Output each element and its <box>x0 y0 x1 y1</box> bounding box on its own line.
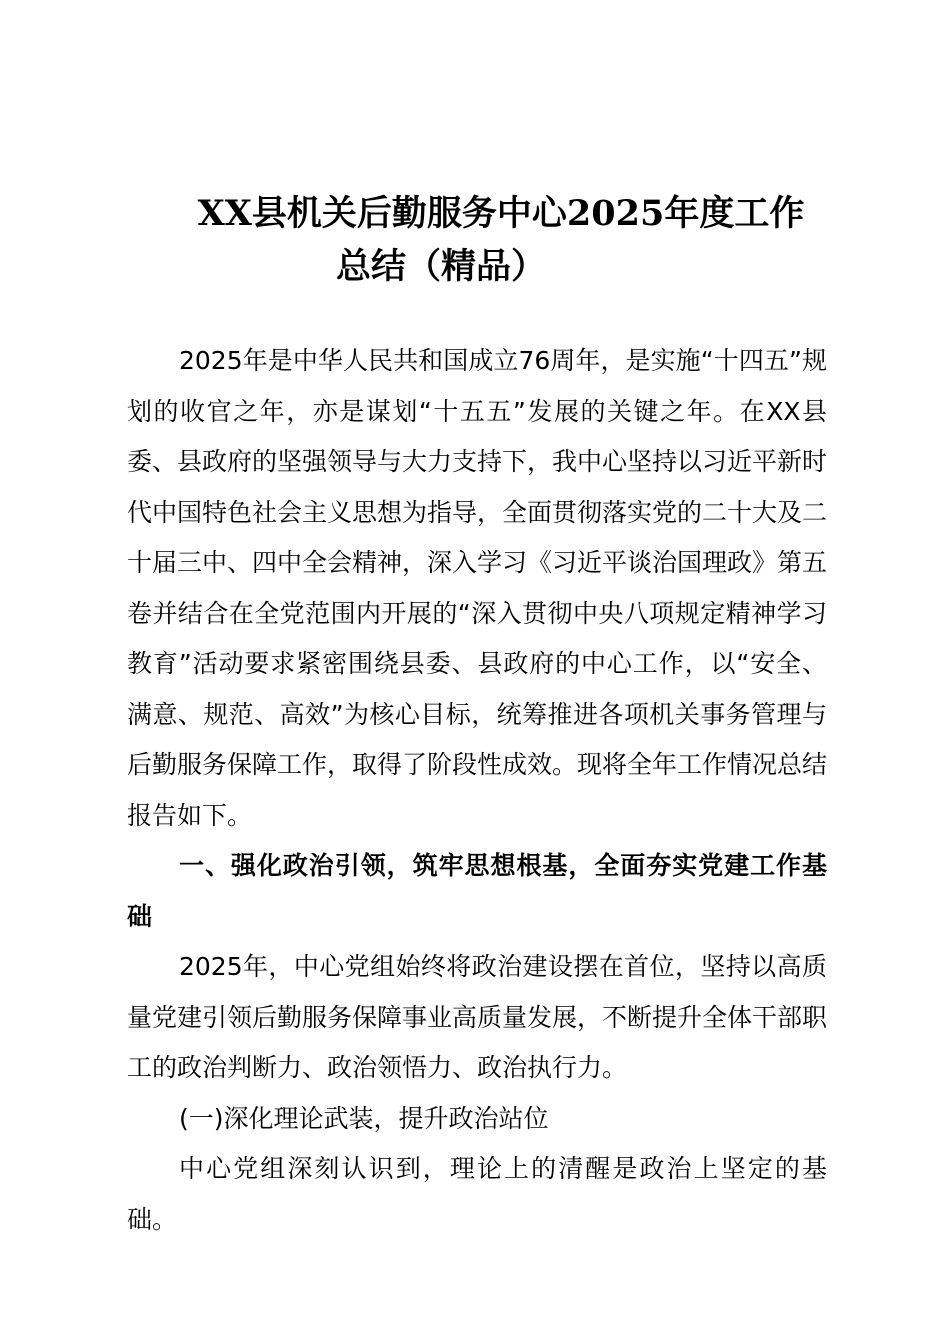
section-heading-1: 一、强化政治引领，筑牢思想根基，全面夯实党建工作基础 <box>127 851 827 931</box>
document-title <box>126 188 876 293</box>
title-line-1: XX县机关后勤服务中心2025年度工作 <box>197 193 805 234</box>
subsection-paragraph-1: 中心党组深刻认识到，理论上的清醒是政治上坚定的基础。 <box>127 1154 827 1234</box>
intro-paragraph: 2025年是中华人民共和国成立76周年，是实施“十四五”规划的收官之年，亦是谋划“十五五”发展的关键之年。在XX县委、县政府的坚强领导与大力支持下，我中心坚持以习近平新时代中国特色社会主义思想为指导，全面贯彻落实党的二十大及二十届三中、四中全会精神，深入学习《习近平谈治国理政》第五卷并结合在全党范围内开展的“深入贯彻中央八项规定精神学习教育”活动要求紧密围绕县委、县政府的中心工作，以“安全、满意、规范、高效”为核心目标，统筹推进各项机关事务管理与后勤服务保障工作，取得了阶段性成效。现将全年工作情况总结报告如下。 <box>127 346 828 830</box>
subsection-heading-1: (一)深化理论武装，提升政治站位 <box>179 1103 549 1133</box>
section-paragraph-1: 2025年，中心党组始终将政治建设摆在首位，坚持以高质量党建引领后勤服务保障事业高质量发展，不断提升全体干部职工的政治判断力、政治领悟力、政治执行力。 <box>127 952 828 1082</box>
title-line-2: 总结（精品） <box>335 245 546 287</box>
document-body <box>127 336 827 1245</box>
